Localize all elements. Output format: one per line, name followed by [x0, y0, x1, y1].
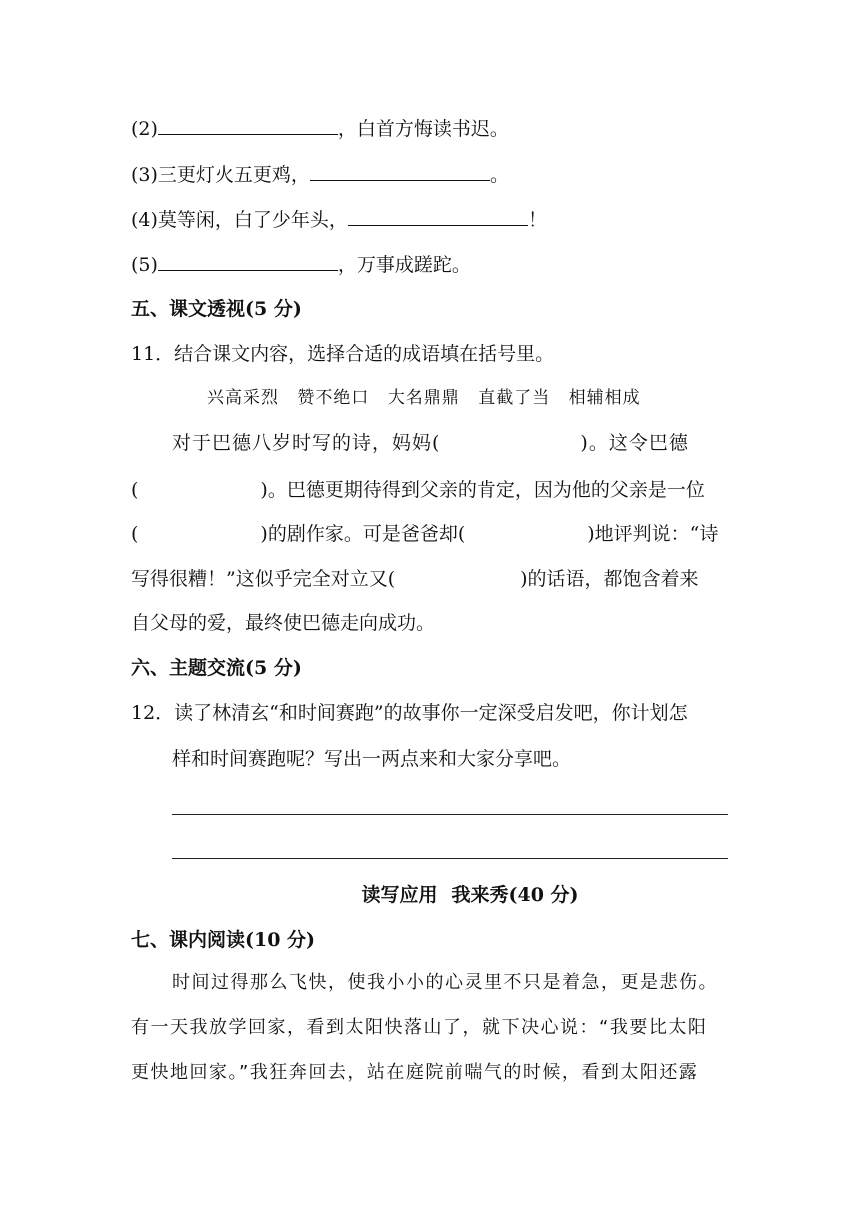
item-text: ！	[527, 209, 547, 231]
answer-line-2[interactable]	[172, 858, 728, 859]
part-title-left: 读写应用	[361, 884, 438, 906]
reading-line-3: 更快地回家。”我狂奔回去，站在庭院前喘气的时候，看到太阳还露	[131, 1062, 699, 1083]
q11-line-5: 自父母的爱，最终使巴德走向成功。	[131, 612, 436, 634]
item-number: (5)	[131, 254, 158, 276]
idiom: 大名鼎鼎	[387, 388, 460, 408]
q11-line-2	[131, 476, 705, 504]
q11-line-1	[172, 429, 689, 457]
question-12-line-2: 样和时间赛跑呢？写出一两点来和大家分享吧。	[172, 748, 572, 770]
part-title	[0, 881, 860, 909]
question-11-prompt: 11．结合课文内容，选择合适的成语填在括号里。	[131, 343, 555, 365]
answer-blank[interactable]	[310, 162, 490, 181]
item-text: ，万事成蹉跎。	[337, 254, 471, 276]
answer-line-1[interactable]	[172, 814, 728, 815]
fill-item-3	[131, 161, 509, 189]
fill-item-4	[131, 206, 547, 234]
idiom: 直截了当	[478, 388, 551, 408]
item-text: 三更灯火五更鸡，	[157, 164, 310, 186]
q11-text: )。巴德更期待得到父亲的肯定，因为他的父亲是一位	[260, 479, 705, 501]
idiom: 相辅相成	[568, 388, 641, 408]
idiom: 兴高采烈	[207, 388, 279, 408]
q11-text: )的剧作家。可是爸爸却(	[260, 523, 466, 545]
q11-text: )。这令巴德	[580, 432, 689, 454]
q11-text: )的话语，都饱含着来	[520, 568, 699, 590]
answer-blank[interactable]	[158, 252, 338, 271]
reading-line-2: 有一天我放学回家，看到太阳快落山了，就下决心说：“我要比太阳	[131, 1017, 708, 1038]
item-number: (4)	[131, 209, 158, 231]
q11-text: 写得很糟！”这似乎完全对立又(	[131, 568, 396, 590]
q11-text: (	[131, 523, 139, 545]
section-title-7: 七、课内阅读(10 分)	[131, 929, 316, 951]
item-number: (3)	[131, 164, 158, 186]
item-text: 莫等闲，白了少年头，	[157, 209, 348, 231]
section-title-5: 五、课文透视(5 分)	[131, 298, 302, 320]
q11-text: )地评判说：“诗	[587, 523, 719, 545]
reading-line-1: 时间过得那么飞快，使我小小的心灵里不只是着急，更是悲伤。	[172, 972, 718, 993]
fill-item-5	[131, 251, 471, 279]
item-number: (2)	[131, 118, 158, 140]
answer-blank[interactable]	[158, 116, 338, 135]
question-12-line-1: 12．读了林清玄“和时间赛跑”的故事你一定深受启发吧，你计划怎	[131, 702, 688, 724]
section-title-6: 六、主题交流(5 分)	[131, 657, 302, 679]
part-title-right: 我来秀(40 分)	[451, 884, 579, 906]
q11-line-4	[131, 565, 699, 593]
idiom-bank	[207, 384, 653, 412]
q11-line-3	[131, 520, 718, 548]
item-text: ，白首方悔读书迟。	[337, 118, 509, 140]
q11-text: (	[131, 479, 139, 501]
answer-blank[interactable]	[348, 207, 528, 226]
fill-item-2	[131, 115, 509, 143]
item-text: 。	[489, 164, 509, 186]
q11-text: 对于巴德八岁时写的诗，妈妈(	[172, 432, 441, 454]
idiom: 赞不绝口	[297, 388, 370, 408]
